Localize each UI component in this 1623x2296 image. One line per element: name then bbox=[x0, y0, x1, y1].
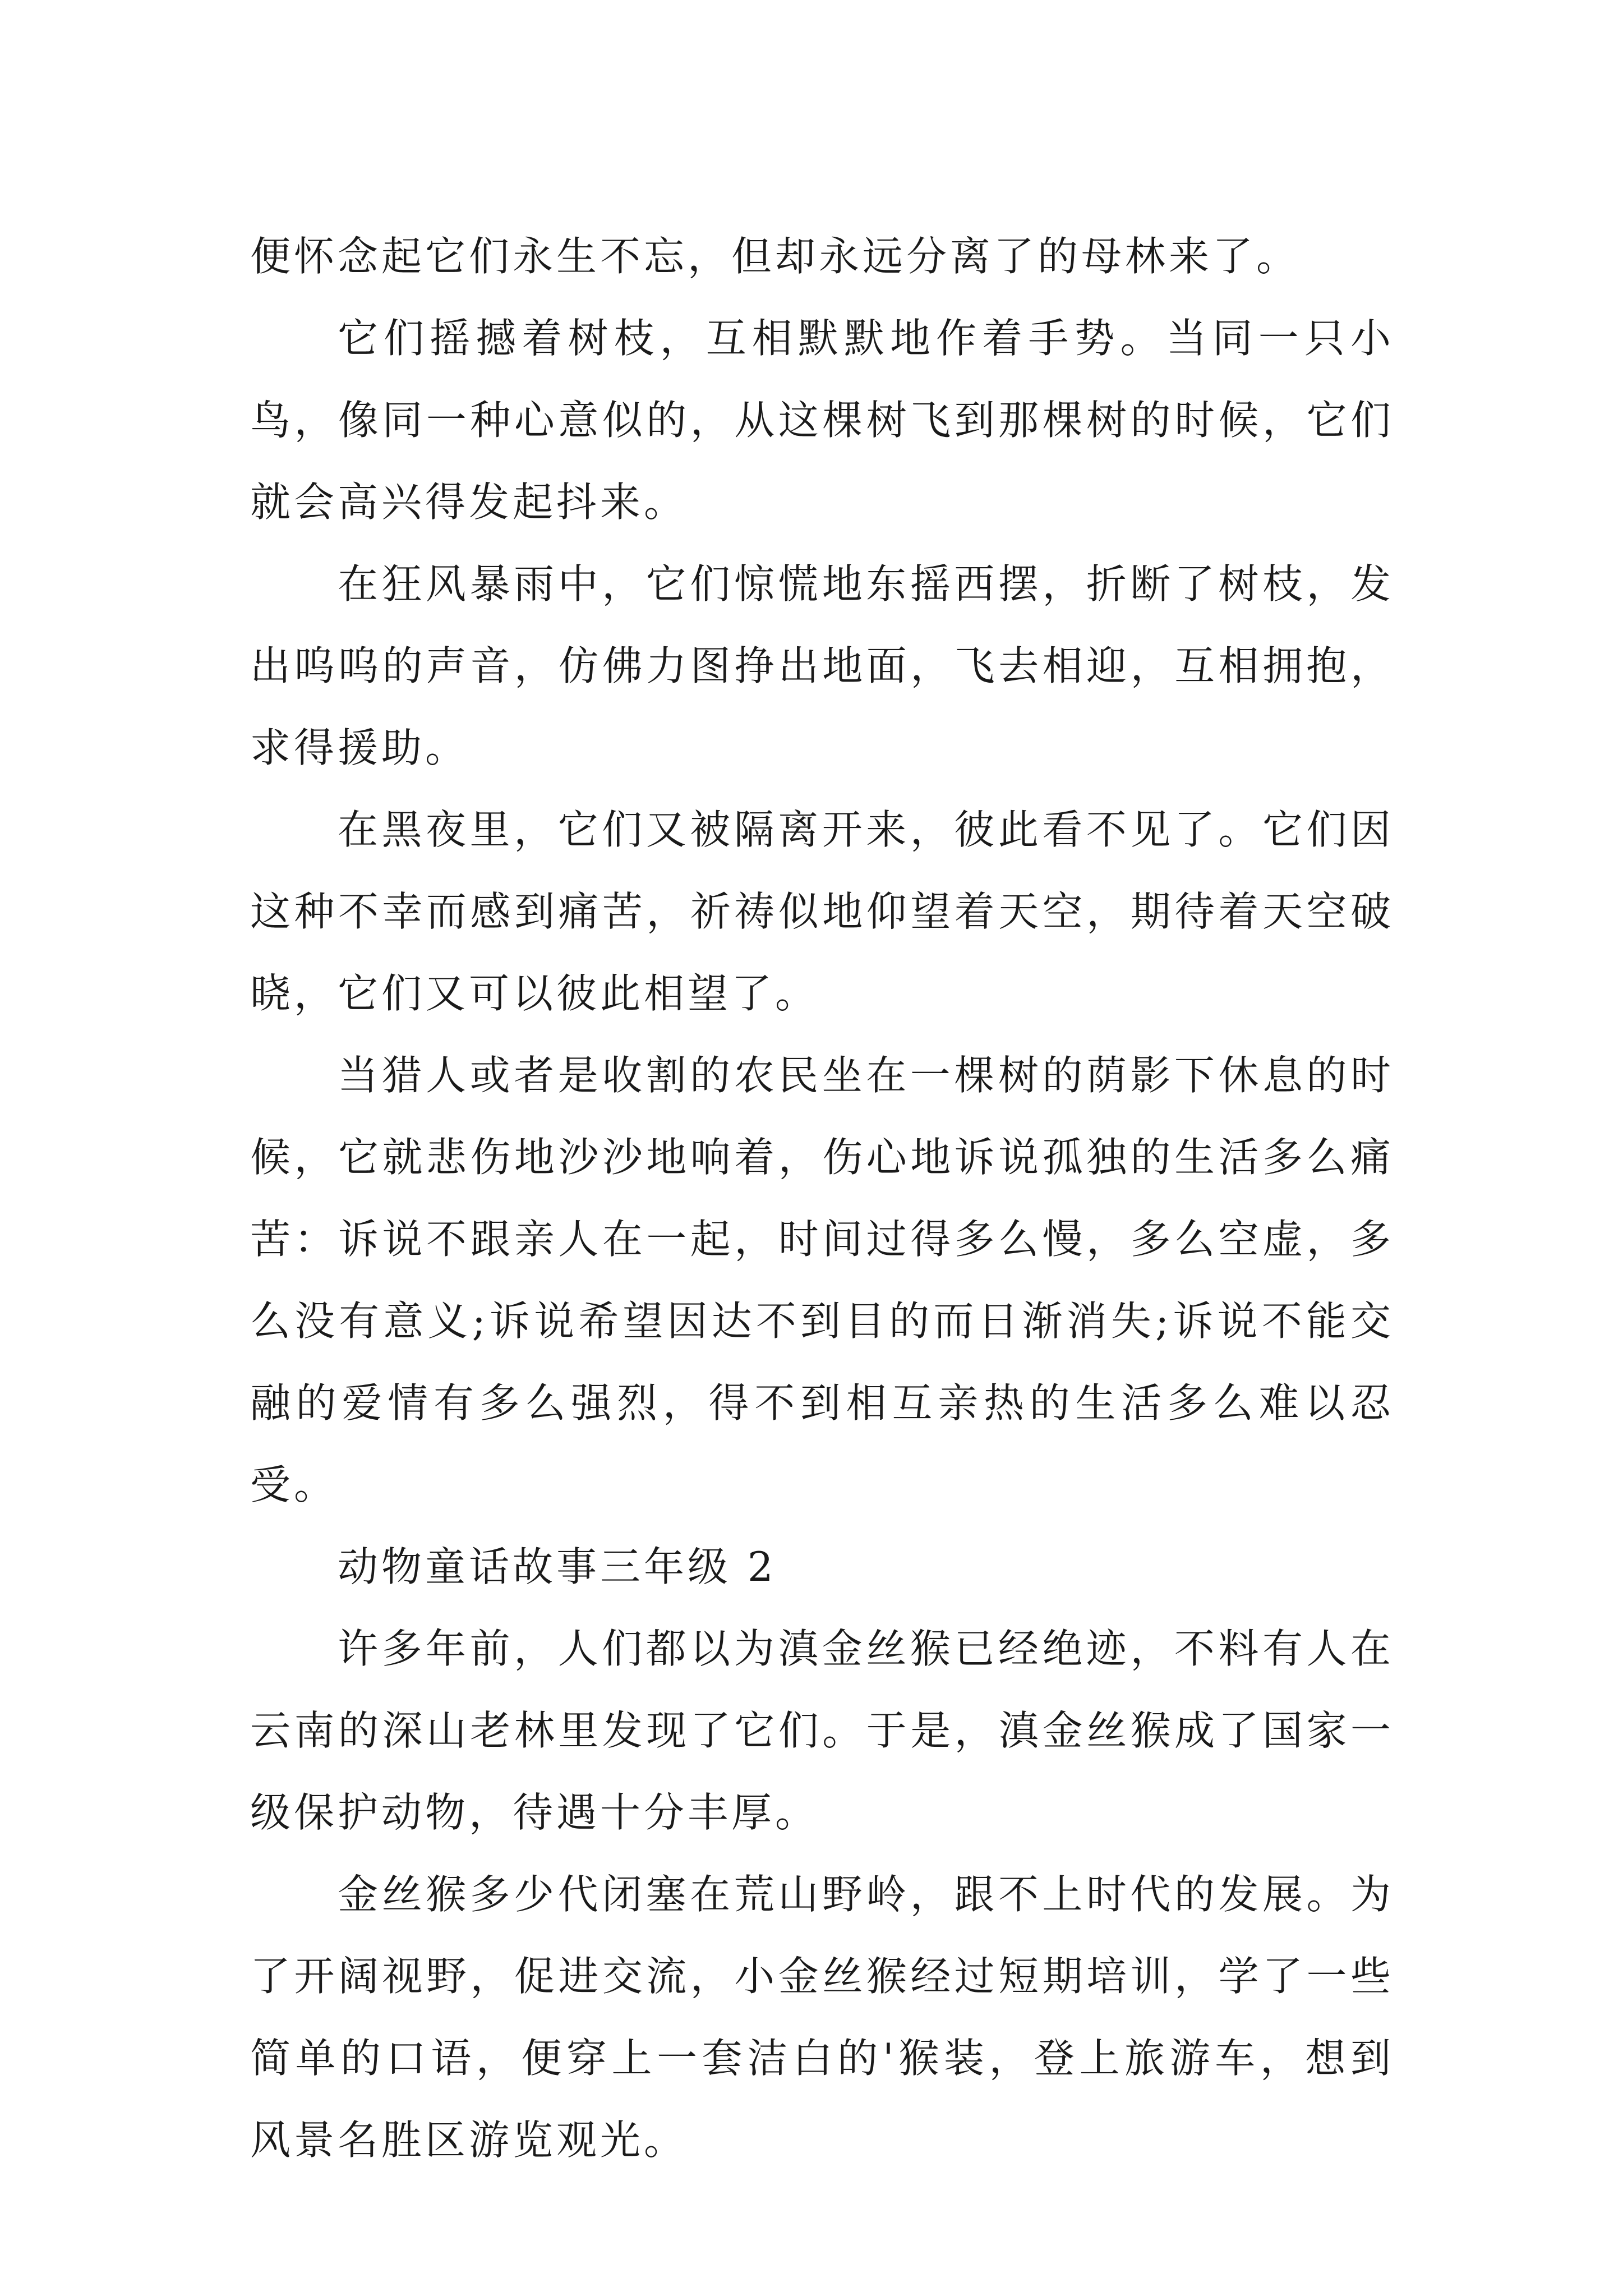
paragraph: 它们摇撼着树枝，互相默默地作着手势。当同一只小鸟，像同一种心意似的，从这棵树飞到那棵树的时候，它们就会高兴得发起抖来。 bbox=[250, 315, 1394, 526]
document-body bbox=[250, 215, 1394, 2181]
paragraph: 在狂风暴雨中，它们惊慌地东摇西摆，折断了树枝，发出呜呜的声音，仿佛力图挣出地面，飞去相迎，互相拥抱，求得援助。 bbox=[250, 560, 1394, 771]
paragraph: 金丝猴多少代闭塞在荒山野岭，跟不上时代的发展。为了开阔视野，促进交流，小金丝猴经过短期培训，学了一些简单的口语，便穿上一套洁白的'猴装，登上旅游车，想到风景名胜区游览观光。 bbox=[250, 1871, 1394, 2164]
paragraph-continuation: 便怀念起它们永生不忘，但却永远分离了的母林来了。 bbox=[250, 233, 1301, 280]
section-title: 动物童话故事三年级 2 bbox=[338, 1543, 777, 1590]
paragraph: 当猎人或者是收割的农民坐在一棵树的荫影下休息的时候，它就悲伤地沙沙地响着，伤心地诉说孤独的生活多么痛苦：诉说不跟亲人在一起，时间过得多么慢，多么空虚，多么没有意义;诉说希望因达不到目的而日渐消失;诉说不能交融的爱情有多么强烈，得不到相互亲热的生活多么难以忍受。 bbox=[250, 1052, 1394, 1508]
paragraph: 在黑夜里，它们又被隔离开来，彼此看不见了。它们因这种不幸而感到痛苦，祈祷似地仰望着天空，期待着天空破晓，它们又可以彼此相望了。 bbox=[250, 806, 1394, 1017]
paragraph: 许多年前，人们都以为滇金丝猴已经绝迹，不料有人在云南的深山老林里发现了它们。于是，滇金丝猴成了国家一级保护动物，待遇十分丰厚。 bbox=[250, 1625, 1394, 1836]
